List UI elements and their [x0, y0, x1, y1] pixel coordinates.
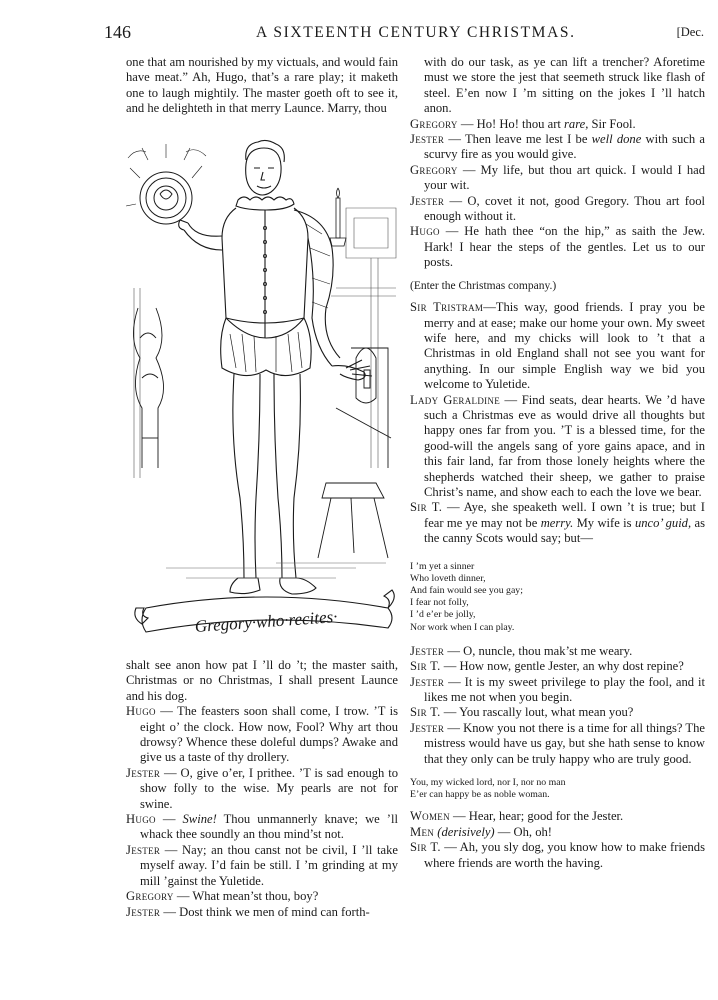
dialogue-separator: — — [440, 659, 460, 674]
page-title: A SIXTEENTH CENTURY CHRISTMAS. — [256, 24, 576, 41]
dialogue-separator: — — [155, 704, 177, 719]
dialogue-separator: — — [444, 193, 468, 208]
dialogue-text: O, nuncle, thou mak’st me weary. — [463, 643, 633, 658]
dialogue-separator: — — [444, 643, 464, 658]
illustration-caption: Gregory·who·recites· — [194, 607, 338, 636]
verse-line: Nor work when I can play. — [410, 621, 515, 633]
dialogue-separator: — — [160, 765, 181, 780]
verse-line: Who loveth dinner, — [410, 572, 486, 584]
dialogue-text: Hear, hear; good for the Jester. — [468, 809, 624, 824]
dialogue-text: He hath thee “on the hip,” as saith the Jew. Hark! I hear the steps of the gentles. Let us to our posts. — [424, 224, 706, 270]
speaker-name: Gregory — [410, 162, 458, 177]
speaker-name: Gregory — [410, 116, 458, 131]
speaker-name: Women — [410, 809, 450, 824]
verse-line: I fear not folly, — [410, 597, 469, 609]
dialogue-text: Then leave me lest I be — [464, 132, 592, 147]
right-top-paragraph: with do our task, as ye can lift a trencher? Aforetime must we store the jest that seemeth struck like flash of steel. E’en now I ’m sitting on the jokes I ’ll hatch anon. — [424, 55, 705, 116]
dialogue-separator: — — [442, 500, 464, 515]
speaker-name: Lady Geraldine — [410, 392, 501, 407]
dialogue-separator: — — [160, 842, 183, 857]
dialogue-text: O, covet it not, good Gregory. Thou art fool enough without it. — [424, 193, 705, 224]
speaker-name: Jester — [410, 674, 445, 689]
dialogue-text: Sir Fool. — [588, 116, 636, 131]
left-column-bottom — [126, 658, 398, 920]
song-verse-2 — [410, 777, 705, 801]
dialogue-text: The feasters soon shall come, I trow. ’T is eight o’ the clock. How now, Fool? Why art thou drowsy? Whence these doleful dumps? Awake and give us a taste of thy drollery. — [140, 704, 399, 765]
dialogue-separator: — — [440, 840, 460, 855]
speaker-name: Jester — [410, 720, 445, 735]
dialogue-line — [410, 644, 705, 659]
dialogue-line — [410, 500, 705, 546]
speaker-name: Sir T. — [410, 840, 441, 855]
dialogue-line — [410, 132, 705, 163]
verse-line: And fain would see you gay; — [410, 585, 523, 596]
dialogue-text: Ah, you sly dog, you know how to make friends where friends are worth the having. — [424, 840, 706, 870]
dialogue-text: O, give o’er, I prithee. ’T is sad enough to show folly to the wise. My pearls are not for swine. — [140, 765, 398, 811]
dialogue-separator: — — [457, 116, 477, 131]
speaker-name: Gregory — [126, 889, 174, 904]
left-top-paragraph: one that am nourished by my victuals, and would fain have meat.” Ah, Hugo, that’s a rare play; it maketh one to laugh mightily. The master goeth oft to see it, and he delighteth in that merry Launce. Marry, thou — [126, 55, 398, 116]
dialogue-line — [410, 393, 705, 501]
dialogue-separator: — — [173, 889, 193, 904]
verse-line: I ’d e’er be jolly, — [410, 609, 476, 621]
dialogue-text: Find seats, dear hearts. We ’d have such a Christmas eve as would drive all thoughts but happy ones far from you. ’T is a blessed time, for the good-will the angels sang of yore gains apace, and in this fair land, far from those lonely heights where the shepherds watched their sheep, we gather to praise Christ’s name, and show each to each the love we bear. — [424, 392, 705, 499]
speaker-name: Jester — [410, 643, 445, 658]
emphasis-text: well done — [591, 132, 642, 147]
song-verse-1 — [410, 561, 705, 634]
dialogue-line — [410, 659, 705, 674]
speaker-name: Jester — [410, 193, 445, 208]
speaker-name: Jester — [126, 842, 161, 857]
dialogue-line — [126, 766, 398, 812]
dialogue-separator: — — [160, 904, 180, 919]
dialogue-separator: — — [439, 224, 465, 239]
left-dialogue — [126, 704, 398, 920]
emphasis-text: merry. — [540, 515, 574, 530]
speaker-name: Sir T. — [410, 500, 443, 515]
dialogue-line — [410, 224, 705, 270]
speaker-name: Sir T. — [410, 659, 441, 674]
emphasis-text: Swine! — [182, 812, 217, 827]
dialogue-line — [410, 675, 705, 706]
dialogue-separator: — — [444, 720, 464, 735]
left-column-top — [126, 55, 398, 117]
stage-aside: (derisively) — [437, 824, 495, 839]
jester-illustration — [126, 138, 398, 650]
dialogue-separator: — — [155, 812, 183, 827]
dialogue-line — [126, 704, 398, 766]
dialogue-line — [126, 812, 398, 843]
dialogue-text: My wife is — [573, 515, 635, 530]
dialogue-line — [410, 825, 705, 840]
dialogue-line — [126, 905, 398, 920]
dialogue-text: Thou unmannerly knave; we ’ll whack thee soundly an thou mind’st not. — [140, 812, 398, 842]
emphasis-text: rare, — [564, 116, 589, 131]
dialogue-text: Nay; an thou canst not be civil, I ’ll take myself away. I’d fain be still. I ’m grinding at my mill ’gainst the Yuletide. — [140, 842, 398, 888]
dialogue-separator: — — [440, 705, 460, 720]
dialogue-text: What mean’st thou, boy? — [192, 889, 319, 904]
emphasis-text: unco’ guid, — [634, 515, 692, 530]
dialogue-separator: — — [483, 300, 496, 315]
verse-line: You, my wicked lord, nor I, nor no man — [410, 777, 566, 789]
speaker-name: Men — [410, 824, 435, 839]
dialogue-line — [410, 840, 705, 871]
right-dialogue-2 — [410, 300, 705, 547]
dialogue-separator: — — [444, 674, 465, 689]
dialogue-text: as the canny Scots would say; but— — [424, 515, 705, 546]
dialogue-line — [126, 889, 398, 904]
verse-line: I ’m yet a sinner — [410, 560, 475, 572]
right-dialogue-4 — [410, 809, 705, 871]
month-label: [Dec. — [676, 25, 704, 39]
verse-line: E’er can happy be as noble woman. — [410, 789, 550, 801]
dialogue-text: Ho! Ho! thou art — [476, 116, 565, 131]
dialogue-line — [410, 117, 705, 132]
dialogue-text: — Oh, oh! — [497, 824, 552, 839]
speaker-name: Jester — [410, 132, 445, 147]
dialogue-text: You rascally lout, what mean you? — [459, 705, 634, 720]
running-header — [104, 22, 704, 44]
page-number: 146 — [104, 22, 131, 42]
dialogue-text: My life, but thou art quick. I would I had your wit. — [424, 162, 705, 193]
dialogue-text: with such a scurvy fire as you would give. — [424, 132, 705, 162]
speaker-name: Hugo — [410, 224, 440, 239]
speaker-name: Sir Tristram — [410, 300, 484, 315]
dialogue-line — [410, 721, 705, 767]
dialogue-text: Dost think we men of mind can forth- — [179, 904, 370, 919]
right-dialogue-1 — [410, 117, 705, 271]
dialogue-line — [410, 300, 705, 392]
dialogue-text: Know you not there is a time for all things? The mistress would have us gay, but she hath sense to know that they only can be truly happy who are truly good. — [424, 720, 706, 766]
speaker-name: Hugo — [126, 812, 156, 827]
dialogue-separator: — — [500, 392, 522, 407]
speaker-name: Sir T. — [410, 705, 441, 720]
dialogue-line — [126, 843, 398, 889]
right-dialogue-3 — [410, 644, 705, 767]
dialogue-separator: — — [444, 132, 465, 147]
speaker-name: Jester — [126, 765, 161, 780]
right-column — [410, 55, 705, 871]
dialogue-text: How now, gentle Jester, an why dost repine? — [459, 659, 684, 674]
speaker-name: Hugo — [126, 704, 156, 719]
left-continuation-paragraph: shalt see anon how pat I ’ll do ’t; the master saith, Christmas or no Christmas, I shall present Launce and his dog. — [126, 658, 398, 703]
dialogue-line — [410, 163, 705, 194]
dialogue-line — [410, 194, 705, 225]
dialogue-line — [410, 809, 705, 824]
dialogue-separator: — — [457, 162, 481, 177]
dialogue-text: Aye, she speaketh well. I own ’t is true; but I fear me ye may not be — [424, 500, 706, 530]
dialogue-text: It is my sweet privilege to play the fool, and it likes me not when you begin. — [424, 674, 706, 705]
stage-direction: (Enter the Christmas company.) — [410, 279, 557, 292]
dialogue-text: This way, good friends. I pray you be merry and at ease; make our home your own. My sweet wife here, and my chicks will look to ’t that a Christmas in old England shall not see you want for anything. In our simple English way we bid you welcome to Yuletide. — [424, 300, 705, 392]
dialogue-line — [410, 705, 705, 720]
speaker-name: Jester — [126, 904, 161, 919]
dialogue-separator: — — [449, 809, 469, 824]
